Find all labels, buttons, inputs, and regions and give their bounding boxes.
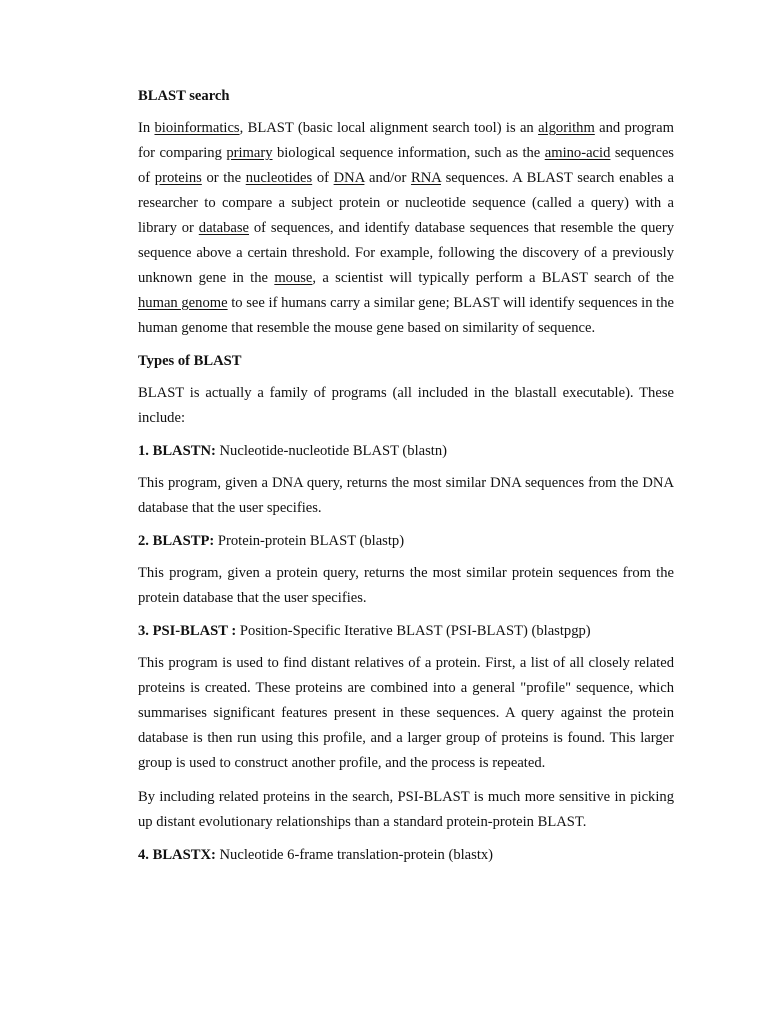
types-intro-paragraph: BLAST is actually a family of programs (all included in the blastall executable). These include: bbox=[138, 385, 674, 426]
link-proteins[interactable]: proteins bbox=[154, 170, 202, 186]
item-name: Position-Specific Iterative BLAST (PSI-BLAST) (blastpgp) bbox=[236, 623, 591, 639]
item-paragraph: This program is used to find distant relatives of a protein. First, a list of all closely related proteins is created. These proteins are combined into a general "profile" sequence, which summarises significant features present in these sequences. A query against the protein database is then run using this profile, and a larger group of proteins is found. This larger group is used to construct another profile, and the process is repeated. bbox=[138, 655, 674, 771]
item-name: Nucleotide 6-frame translation-protein (blastx) bbox=[215, 847, 494, 863]
item-paragraph: This program, given a DNA query, returns the most similar DNA sequences from the DNA database that the user specifies. bbox=[138, 475, 674, 516]
intro-text: to see if humans carry a similar gene; BLAST will identify sequences in the human genome that resemble the mouse gene based on similarity of sequence. bbox=[138, 295, 674, 336]
item-paragraph: By including related proteins in the search, PSI-BLAST is much more sensitive in picking up distant evolutionary relationships than a standard protein-protein BLAST. bbox=[138, 789, 674, 830]
link-rna[interactable]: RNA bbox=[410, 170, 441, 186]
intro-paragraph bbox=[138, 116, 674, 341]
item-title-blastn bbox=[138, 440, 674, 462]
item-title-blastx bbox=[138, 844, 674, 866]
link-dna[interactable]: DNA bbox=[333, 170, 365, 186]
intro-text: biological sequence information, such as the bbox=[272, 145, 545, 161]
intro-text: and/or bbox=[364, 170, 411, 186]
link-human-genome[interactable]: human genome bbox=[138, 295, 228, 311]
intro-text: or the bbox=[201, 170, 246, 186]
link-amino-acid[interactable]: amino-acid bbox=[544, 145, 611, 161]
link-primary[interactable]: primary bbox=[226, 145, 273, 161]
link-bioinformatics[interactable]: bioinformatics bbox=[154, 120, 240, 136]
intro-text: sequences of bbox=[138, 145, 674, 186]
intro-text: of bbox=[312, 170, 334, 186]
item-label: 4. BLASTX: bbox=[138, 847, 216, 863]
item-name: Nucleotide-nucleotide BLAST (blastn) bbox=[215, 443, 448, 459]
document-title: BLAST search bbox=[138, 88, 230, 104]
intro-text: , BLAST (basic local alignment search tool) is an bbox=[239, 120, 539, 136]
item-label: 3. PSI-BLAST : bbox=[138, 623, 237, 639]
intro-text: In bbox=[138, 120, 155, 136]
item-title-psi-blast bbox=[138, 620, 674, 642]
item-title-blastp bbox=[138, 530, 674, 552]
intro-text: of sequences, and identify database sequences that resemble the query sequence above a certain threshold. For example, following the discovery of a previously unknown gene in the bbox=[138, 220, 674, 286]
intro-text: , a scientist will typically perform a BLAST search of the bbox=[312, 270, 674, 286]
types-heading: Types of BLAST bbox=[138, 353, 242, 369]
item-label: 2. BLASTP: bbox=[138, 533, 215, 549]
item-label: 1. BLASTN: bbox=[138, 443, 216, 459]
document-page bbox=[138, 85, 674, 875]
item-name: Protein-protein BLAST (blastp) bbox=[214, 533, 405, 549]
link-algorithm[interactable]: algorithm bbox=[538, 120, 595, 136]
link-mouse[interactable]: mouse bbox=[274, 270, 313, 286]
link-nucleotides[interactable]: nucleotides bbox=[245, 170, 313, 186]
intro-text: and program for comparing bbox=[138, 120, 674, 161]
intro-text: sequences. A BLAST search enables a researcher to compare a subject protein or nucleotide sequence (called a query) with a library or bbox=[138, 170, 674, 236]
item-paragraph: This program, given a protein query, returns the most similar protein sequences from the protein database that the user specifies. bbox=[138, 565, 674, 606]
link-database[interactable]: database bbox=[198, 220, 250, 236]
